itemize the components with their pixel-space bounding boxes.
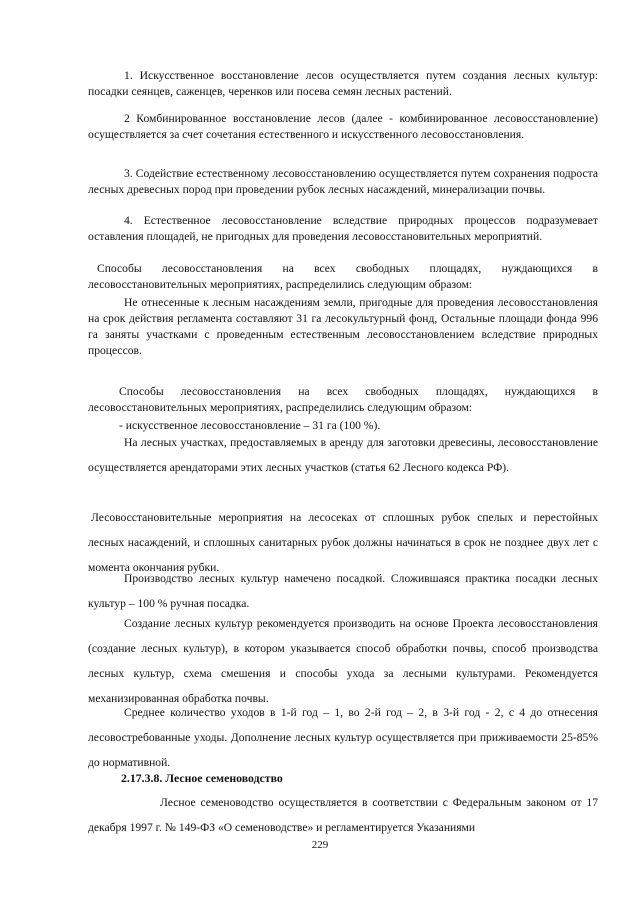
page-number: 229 <box>311 839 329 851</box>
section-heading: 2.17.3.8. Лесное семеноводство <box>121 771 283 785</box>
paragraph-artificial-restoration: 1. Искусственное восстановление лесов осуществляется путем создания лесных культур: посадки сеянцев, саженцев, черенков или посева семян лесных растений. <box>88 69 598 98</box>
paragraph-natural-restoration: 4. Естественное лесовосстановление вследствие природных процессов подразумевает оставления площадей, не пригодных для проведения лесовосстановительных мероприятий. <box>88 214 598 243</box>
paragraph-seed-production: Лесное семеноводство осуществляется в соответствии с Федеральным законом от 17 декабря 1997 г. № 149-ФЗ «О семеноводстве» и регламентируется Указаниями <box>88 796 598 834</box>
paragraph-lease-areas: На лесных участках, предоставляемых в аренду для заготовки древесины, лесовосстановление осуществляется арендаторами этих лесных участков (статья 62 Лесного кодекса РФ). <box>88 436 598 474</box>
paragraph-land-fund: Не отнесенные к лесным насаждениям земли, пригодные для проведения лесовосстановления на срок действия регламента составляют 31 га лесокультурный фонд, Остальные площади фонда 996 га заняты участками с проведенным естественным лесовосстановлением вследствие природных процессов. <box>88 296 598 357</box>
list-item-artificial-restoration: - искусственное лесовосстановление – 31 га (100 %). <box>119 419 381 432</box>
paragraph-care-schedule: Среднее количество уходов в 1-й год – 1, во 2-й год – 2, в 3-й год - 2, с 4 до отнесения лесовостребованные уходы. Дополнение лесных культур осуществляется при приживаемости 25-85% до нормативной. <box>88 706 598 769</box>
paragraph-planting-practice: Производство лесных культур намечено посадкой. Сложившаяся практика посадки лесных культур – 100 % ручная посадка. <box>88 572 598 610</box>
paragraph-combined-restoration: 2 Комбинированное восстановление лесов (далее - комбинированное лесовосстановление) осуществляется за счет сочетания естественного и искусственного лесовосстановления. <box>88 112 598 141</box>
paragraph-clearcut-measures: Лесовосстановительные мероприятия на лесосеках от сплошных рубок спелых и перестойных лесных насаждений, и сплошных санитарных рубок должны начинаться в срок не позднее двух лет с момента окончания рубки. <box>88 511 598 574</box>
paragraph-restoration-project: Создание лесных культур рекомендуется производить на основе Проекта лесовосстановления (создание лесных культур), в котором указывается способ обработки почвы, способ производства лесных культур, схема смешения и способы ухода за лесными культурами. Рекомендуется механизированная обработка почвы. <box>88 617 598 705</box>
paragraph-restoration-methods-1: Способы лесовосстановления на всех свободных площадях, нуждающихся в лесовосстановительных мероприятиях, распределились следующим образом: <box>88 262 598 291</box>
paragraph-assisted-natural-restoration: 3. Содействие естественному лесовосстановлению осуществляется путем сохранения подроста лесных древесных пород при проведении рубок лесных насаждений, минерализации почвы. <box>88 167 598 196</box>
paragraph-restoration-methods-2: Способы лесовосстановления на всех свободных площадях, нуждающихся в лесовосстановительных мероприятиях, распределились следующим образом: <box>88 385 598 414</box>
